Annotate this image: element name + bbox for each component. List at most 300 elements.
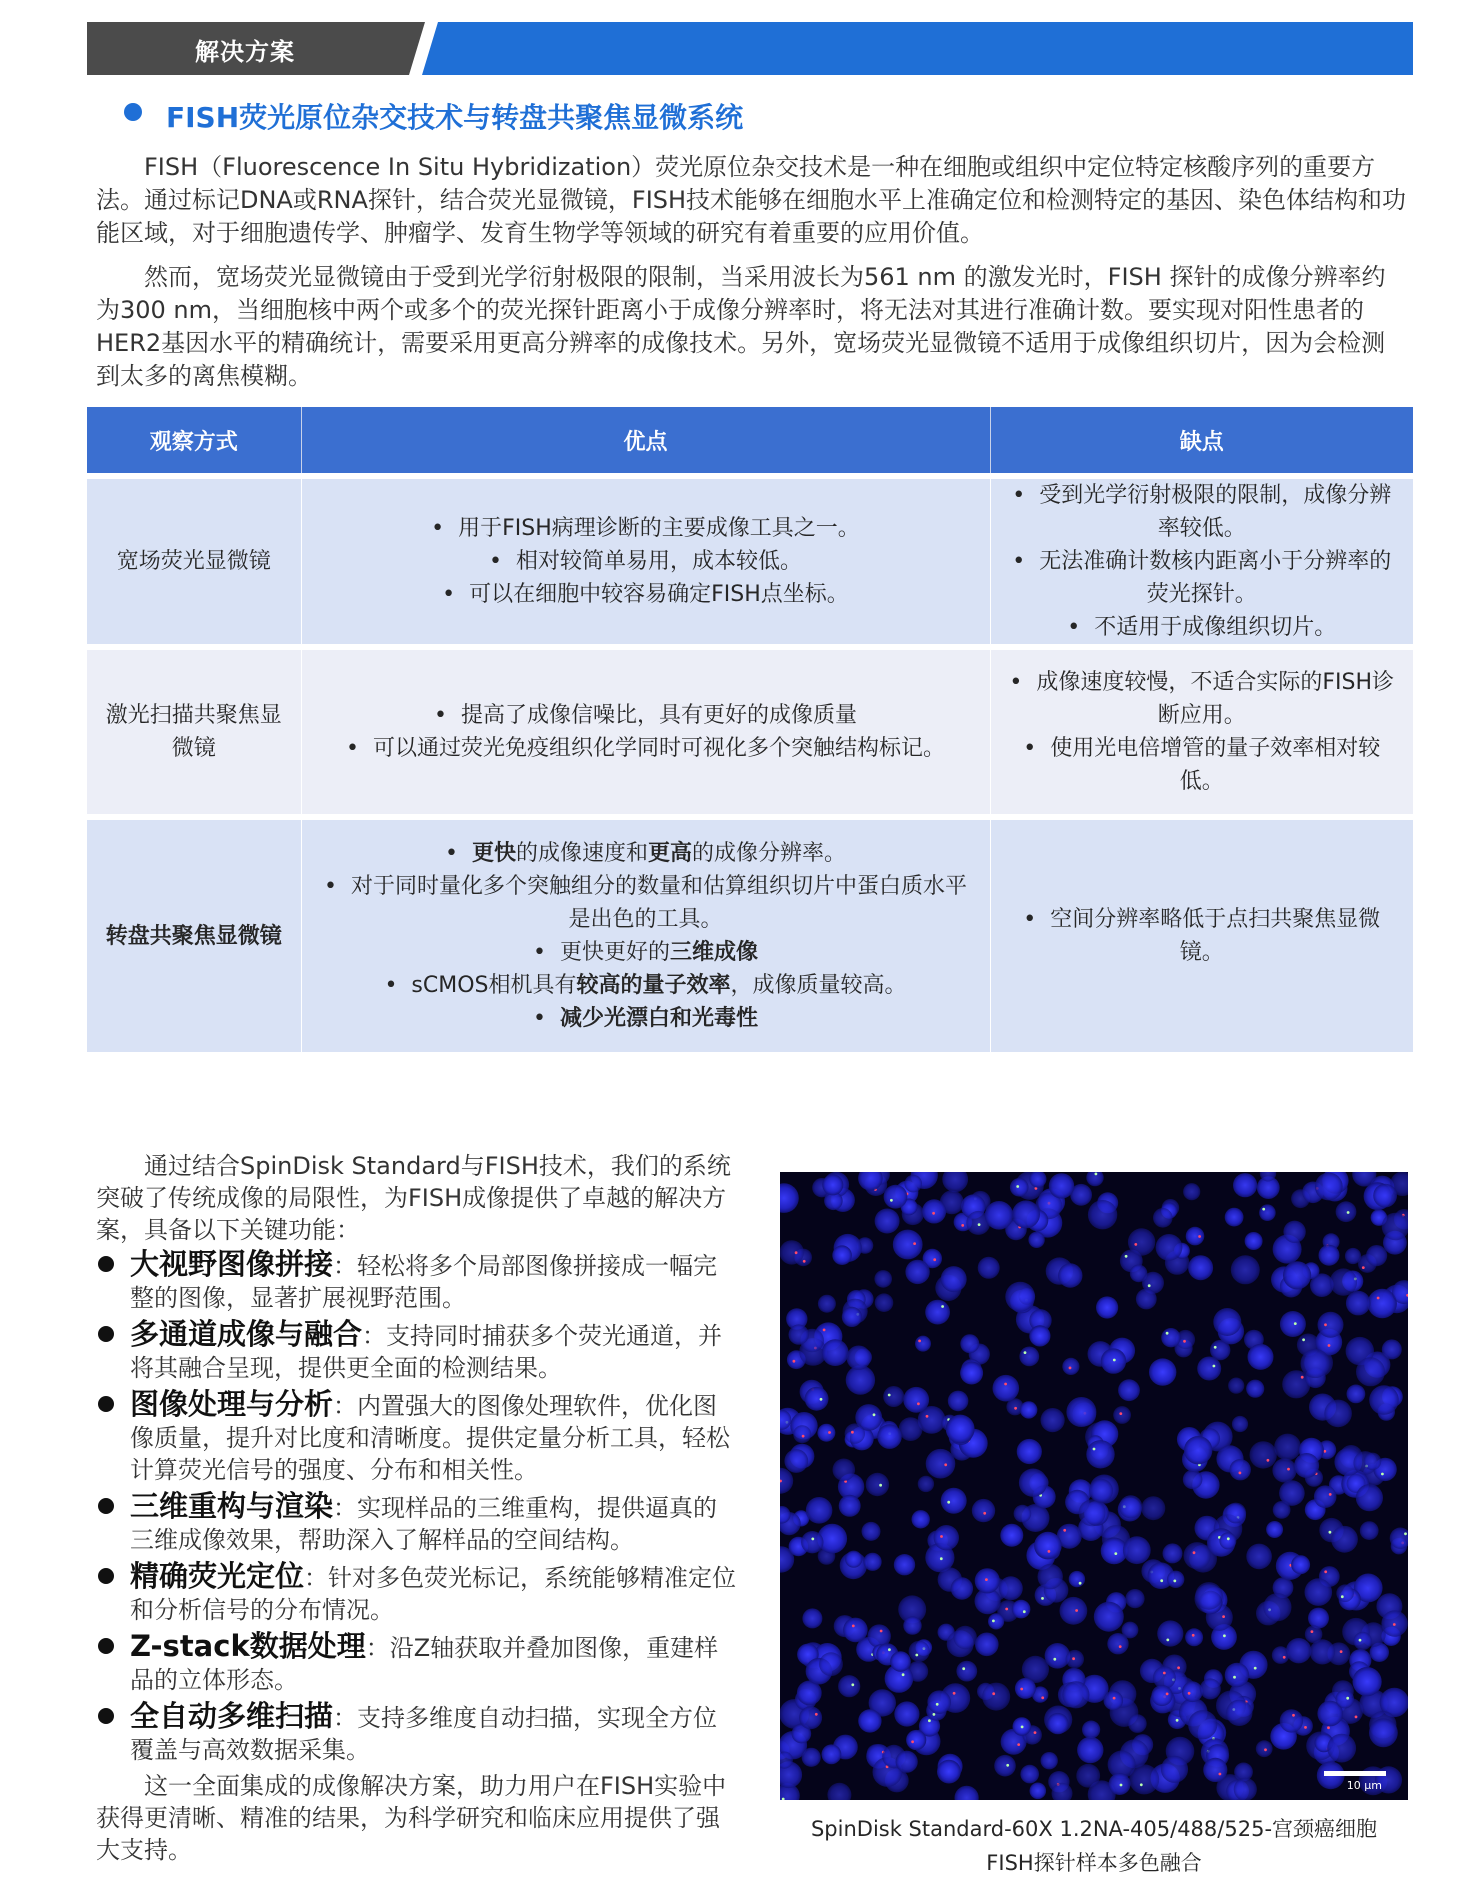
probe-signal <box>911 1740 914 1743</box>
nucleus <box>960 1362 983 1385</box>
probe-signal <box>1377 1297 1380 1300</box>
probe-signal <box>1017 1743 1020 1746</box>
nucleus <box>956 1661 977 1682</box>
nucleus <box>1286 1638 1311 1663</box>
nucleus <box>1305 1578 1333 1606</box>
nucleus <box>1000 1524 1023 1547</box>
comparison-table <box>87 407 1413 1052</box>
nucleus <box>1364 1453 1382 1471</box>
probe-signal <box>1023 1610 1026 1613</box>
probe-signal <box>1227 1537 1230 1540</box>
probe-signal <box>1294 1322 1297 1325</box>
nucleus <box>1041 1408 1065 1432</box>
probe-signal <box>851 1683 854 1686</box>
probe-signal <box>888 1394 891 1397</box>
pros-item: • 可以通过荧光免疫组织化学同时可视化多个突触结构标记。 <box>318 732 974 765</box>
section-header-band <box>87 22 1413 75</box>
nucleus <box>954 1626 977 1649</box>
nucleus <box>1356 1357 1385 1386</box>
probe-signal <box>1125 1255 1128 1258</box>
nucleus <box>1163 1543 1183 1563</box>
probe-signal <box>1173 1580 1176 1583</box>
nucleus <box>1294 1453 1319 1478</box>
probe-signal <box>1222 1615 1225 1618</box>
nucleus <box>780 1240 804 1264</box>
nucleus <box>1354 1632 1372 1650</box>
nucleus <box>904 1175 922 1193</box>
probe-signal <box>1355 1716 1358 1719</box>
nucleus <box>1047 1713 1068 1734</box>
nucleus <box>1259 1204 1276 1221</box>
nucleus <box>1301 1349 1330 1378</box>
feature-item: 精确荧光定位：针对多色荧光标记，系统能够精准定位和分析信号的分布情况。 <box>96 1560 736 1626</box>
probe-signal <box>1024 1351 1027 1354</box>
nucleus <box>1188 1710 1217 1739</box>
nucleus <box>838 1675 860 1697</box>
nucleus <box>1246 1380 1264 1398</box>
probe-signal <box>1327 1726 1330 1729</box>
probe-signal <box>953 1692 956 1695</box>
header-method: 观察方式 <box>87 407 301 476</box>
probe-signal <box>1072 1657 1075 1660</box>
probe-signal <box>873 1413 876 1416</box>
probe-signal <box>1166 1332 1169 1335</box>
cons-cell <box>990 476 1413 647</box>
probe-signal <box>1048 1550 1051 1553</box>
nucleus <box>875 1209 900 1234</box>
nucleus <box>847 1346 871 1370</box>
bullet-icon <box>98 1708 114 1724</box>
probe-signal <box>1193 1551 1196 1554</box>
probe-signal <box>1163 1672 1166 1675</box>
nucleus <box>1382 1213 1408 1241</box>
nucleus <box>994 1755 1016 1777</box>
probe-signal <box>1020 1688 1023 1691</box>
nucleus <box>960 1334 979 1353</box>
probe-signal <box>1362 1266 1365 1269</box>
nucleus <box>799 1706 822 1729</box>
probe-signal <box>1188 1692 1191 1695</box>
probe-signal <box>1329 1493 1332 1496</box>
bullet-icon <box>98 1638 114 1654</box>
probe-signal <box>1393 1623 1396 1626</box>
nucleus <box>822 1744 842 1764</box>
probe-signal <box>1004 1383 1007 1386</box>
nucleus <box>1225 1663 1249 1687</box>
nucleus <box>912 1510 930 1528</box>
nucleus <box>1318 1312 1344 1338</box>
nucleus <box>903 1387 929 1413</box>
probe-signal <box>1005 1608 1008 1611</box>
probe-signal <box>917 1402 920 1405</box>
nucleus <box>1360 1521 1379 1540</box>
nucleus <box>827 1783 851 1800</box>
nucleus <box>1231 1255 1260 1284</box>
nucleus <box>845 1551 862 1568</box>
nucleus <box>1153 1208 1173 1228</box>
probe-signal <box>944 1463 947 1466</box>
nucleus <box>1319 1245 1340 1266</box>
pros-item: • 可以在细胞中较容易确定FISH点坐标。 <box>318 578 974 611</box>
nucleus <box>1167 1571 1184 1588</box>
nucleus <box>1245 1232 1263 1250</box>
nucleus <box>801 1531 823 1553</box>
nucleus <box>1225 1208 1244 1227</box>
probe-signal <box>828 1431 831 1434</box>
nucleus <box>978 1257 1000 1279</box>
nucleus <box>858 1709 881 1732</box>
probe-signal <box>852 1625 855 1628</box>
section-bullet-icon <box>124 103 142 121</box>
nucleus <box>1248 1344 1274 1370</box>
table-header-row <box>87 407 1413 476</box>
pros-item: • 减少光漂白和光毒性 <box>318 1002 974 1035</box>
probe-signal <box>1177 1666 1180 1669</box>
probe-signal <box>1148 1284 1151 1287</box>
probe-signal <box>1134 1243 1137 1246</box>
nucleus <box>896 1751 918 1773</box>
nucleus <box>1157 1620 1183 1646</box>
nucleus <box>1015 1678 1036 1699</box>
nucleus <box>793 1425 811 1443</box>
nucleus <box>862 1522 881 1541</box>
probe-signal <box>947 1501 950 1504</box>
pros-cell <box>301 647 990 817</box>
nucleus <box>1141 1496 1165 1520</box>
probe-signal <box>1329 1531 1332 1534</box>
probe-signal <box>926 1415 929 1418</box>
probe-signal <box>915 1654 918 1657</box>
feature-item: 大视野图像拼接：轻松将多个局部图像拼接成一幅完整的图像，显著扩展视野范围。 <box>96 1248 736 1314</box>
probe-signal <box>1113 1697 1116 1700</box>
nucleus <box>1094 1602 1124 1632</box>
nucleus <box>1161 1756 1188 1783</box>
nucleus <box>955 1786 979 1800</box>
probe-signal <box>1219 1773 1222 1776</box>
nucleus <box>918 1476 934 1492</box>
nucleus <box>1314 1485 1337 1508</box>
nucleus <box>1228 1378 1244 1394</box>
nucleus <box>941 1266 967 1292</box>
nucleus <box>1060 1597 1088 1625</box>
probe-signal <box>1166 1639 1169 1642</box>
probe-signal <box>1075 1609 1078 1612</box>
nucleus <box>1283 1261 1311 1289</box>
probe-signal <box>795 1251 798 1254</box>
feature-item: 图像处理与分析：内置强大的图像处理软件，优化图像质量，提升对比度和清晰度。提供定量分析工具，轻松计算荧光信号的强度、分布和相关性。 <box>96 1388 736 1486</box>
nucleus <box>1030 1783 1047 1800</box>
pros-item: • 提高了成像信噪比，具有更好的成像质量 <box>318 699 974 732</box>
header-accent-bar <box>422 22 1413 75</box>
nucleus <box>884 1185 908 1209</box>
nucleus <box>1082 1721 1100 1739</box>
probe-signal <box>1095 1173 1098 1176</box>
nucleus <box>866 1473 889 1496</box>
probe-signal <box>932 1212 935 1215</box>
nucleus <box>819 1652 843 1676</box>
probe-signal <box>1113 1359 1116 1362</box>
nucleus <box>1280 1709 1303 1732</box>
pros-cell <box>301 817 990 1052</box>
probe-signal <box>1034 1731 1037 1734</box>
nucleus <box>818 1295 836 1313</box>
nucleus <box>845 1423 865 1443</box>
nucleus <box>1246 1544 1272 1570</box>
nucleus <box>993 1375 1020 1402</box>
probe-signal <box>1069 1367 1072 1370</box>
probe-signal <box>1014 1407 1017 1410</box>
nucleus <box>1347 1385 1366 1404</box>
probe-signal <box>1041 1597 1044 1600</box>
nucleus <box>1183 1183 1200 1200</box>
bullet-icon <box>98 1498 114 1514</box>
probe-signal <box>1404 1532 1407 1535</box>
nucleus <box>903 1616 921 1634</box>
nucleus <box>1089 1479 1113 1503</box>
nucleus <box>1250 1441 1277 1468</box>
probe-signal <box>820 1398 823 1401</box>
probe-signal <box>802 1435 805 1438</box>
nucleus <box>874 1270 892 1288</box>
probe-signal <box>1283 1656 1286 1659</box>
probe-signal <box>890 1199 893 1202</box>
nucleus <box>1219 1532 1236 1549</box>
probe-signal <box>1239 1472 1242 1475</box>
nucleus <box>1088 1200 1117 1229</box>
probe-signal <box>1267 1459 1270 1462</box>
probe-signal <box>961 1224 964 1227</box>
cons-item: • 成像速度较慢，不适合实际的FISH诊断应用。 <box>1007 666 1398 732</box>
header-tab-label: 解决方案 <box>195 38 295 66</box>
nucleus <box>1369 1718 1398 1747</box>
probe-signal <box>941 1305 944 1308</box>
nucleus <box>1331 1526 1358 1553</box>
nucleus <box>875 1293 894 1312</box>
caption-line-2: FISH探针样本多色融合 <box>986 1851 1202 1875</box>
probe-signal <box>1262 1208 1265 1211</box>
nucleus <box>1197 1357 1221 1381</box>
nucleus <box>1283 1221 1305 1243</box>
intro-paragraph-1: FISH（Fluorescence In Situ Hybridization）荧光原位杂交技术是一种在细胞或组织中定位特定核酸序列的重要方法。通过标记DNA或RNA探针，结合荧光显微镜，FISH技术能够在细胞水平上准确定位和检测特定的基因、染色体结构和功能区域，对于细胞遗传学、肿瘤学、发育生物学等领域的研究有着重要的应用价值。 <box>96 153 1407 247</box>
nucleus <box>899 1417 923 1441</box>
cons-item: • 无法准确计数核内距离小于分辨率的荧光探针。 <box>1007 545 1398 611</box>
nucleus <box>1109 1773 1131 1795</box>
pros-item: • 用于FISH病理诊断的主要成像工具之一。 <box>318 512 974 545</box>
nucleus <box>975 1568 1000 1593</box>
nucleus <box>926 1449 956 1479</box>
probe-signal <box>940 1557 943 1560</box>
probe-signal <box>992 1620 995 1623</box>
nucleus <box>883 1386 904 1407</box>
probe-signal <box>928 1719 931 1722</box>
intro-paragraph-2: 然而，宽场荧光显微镜由于受到光学衍射极限的限制，当采用波长为561 nm 的激发光时，FISH 探针的成像分辨率约为300 nm，当细胞核中两个或多个的荧光探针距离小于成像分辨率时，将无法对其进行准确计数。要实现对阳性患者的HER2基因水平的精确统计，需要采用更高分辨率的成像技术。另外，宽场荧光显微镜不适用于成像组织切片，因为会检测到太多的离焦模糊。 <box>96 263 1386 390</box>
nucleus <box>1195 1582 1223 1610</box>
method-cell: 激光扫描共聚焦显微镜 <box>87 647 301 817</box>
nucleus <box>1123 1536 1151 1564</box>
nucleus <box>915 1336 931 1352</box>
nucleus <box>937 1760 961 1784</box>
nucleus <box>1200 1678 1221 1699</box>
nucleus <box>1232 1416 1248 1432</box>
bullet-icon <box>98 1396 114 1412</box>
feature-item: Z-stack数据处理：沿Z轴获取并叠加图像，重建样品的立体形态。 <box>96 1630 736 1696</box>
nucleus <box>802 1748 821 1767</box>
cons-item: • 使用光电倍增管的量子效率相对较低。 <box>1007 732 1398 798</box>
nucleus <box>1203 1758 1227 1782</box>
probe-signal <box>1292 1714 1295 1717</box>
cons-cell <box>990 647 1413 817</box>
probe-signal <box>913 1242 916 1245</box>
nucleus <box>1161 1328 1180 1347</box>
method-cell: 转盘共聚焦显微镜 <box>87 817 301 1052</box>
table-row <box>87 647 1413 817</box>
probe-signal <box>1304 1726 1307 1729</box>
nucleus <box>922 1199 946 1223</box>
nucleus <box>1186 1227 1205 1246</box>
feature-list <box>96 1248 736 1766</box>
probe-signal <box>1006 1764 1009 1767</box>
nucleus <box>1012 1200 1040 1228</box>
nucleus <box>925 1300 950 1325</box>
probe-signal <box>1016 1185 1019 1188</box>
probe-signal <box>1093 1448 1096 1451</box>
nucleus <box>1330 1268 1357 1295</box>
probe-signal <box>985 1578 988 1581</box>
table-row <box>87 476 1413 647</box>
nucleus <box>1315 1173 1343 1201</box>
nucleus <box>1079 1499 1106 1526</box>
nucleus <box>784 1449 808 1473</box>
nucleus <box>1184 1542 1211 1569</box>
nucleus <box>1279 1480 1305 1506</box>
nucleus <box>839 1495 861 1517</box>
nucleus <box>1156 1234 1183 1261</box>
nucleus <box>906 1730 926 1750</box>
probe-signal <box>803 1260 806 1263</box>
nucleus <box>1118 1379 1140 1401</box>
nucleus <box>1308 1608 1329 1629</box>
nucleus <box>909 1641 930 1662</box>
nucleus <box>1336 1201 1357 1222</box>
probe-signal <box>1166 1693 1169 1696</box>
nucleus <box>1234 1778 1257 1800</box>
solution-intro: 通过结合SpinDisk Standard与FISH技术，我们的系统突破了传统成像的局限性，为FISH成像提供了卓越的解决方案，具备以下关键功能： <box>96 1152 731 1244</box>
probe-signal <box>902 1673 905 1676</box>
probe-signal <box>1223 1634 1226 1637</box>
probe-signal <box>1324 1323 1327 1326</box>
nucleus <box>1010 1178 1029 1197</box>
probe-signal <box>1328 1344 1331 1347</box>
nucleus <box>972 1499 995 1522</box>
feature-item: 三维重构与渲染：实现样品的三维重构，提供逼真的三维成像效果，帮助深入了解样品的空间结构。 <box>96 1490 736 1556</box>
cons-item: • 受到光学衍射极限的限制，成像分辨率较低。 <box>1007 479 1398 545</box>
nucleus <box>864 1553 882 1571</box>
image-caption <box>780 1812 1408 1880</box>
probe-signal <box>1192 1634 1195 1637</box>
nucleus <box>1151 1685 1172 1706</box>
nucleus <box>780 1183 799 1213</box>
nucleus <box>805 1387 829 1411</box>
probe-signal <box>983 1512 986 1515</box>
nucleus <box>1336 1584 1354 1602</box>
nucleus <box>1017 1439 1042 1464</box>
nucleus <box>1113 1406 1131 1424</box>
nucleus <box>1226 1700 1252 1726</box>
cons-item: • 不适用于成像组织切片。 <box>1007 611 1398 644</box>
nucleus <box>1369 1385 1399 1415</box>
nucleus <box>982 1683 1010 1711</box>
nucleus <box>1373 1184 1397 1208</box>
probe-signal <box>879 1484 882 1487</box>
pros-item: • 更快的成像速度和更高的成像分辨率。 <box>318 837 974 870</box>
nucleus <box>1128 1228 1155 1255</box>
nucleus <box>999 1576 1023 1600</box>
nucleus <box>1324 1400 1352 1428</box>
nucleus <box>1034 1532 1062 1560</box>
probe-signal <box>1341 1595 1344 1598</box>
nucleus <box>1263 1593 1291 1621</box>
probe-signal <box>793 1360 796 1363</box>
nucleus <box>832 1245 852 1265</box>
nucleus <box>1182 1681 1203 1702</box>
probe-signal <box>1041 1696 1044 1699</box>
nucleus <box>1096 1296 1118 1318</box>
nucleus <box>1069 1571 1085 1587</box>
nucleus <box>894 1554 915 1575</box>
nucleus <box>789 1324 809 1344</box>
probe-signal <box>933 1713 936 1716</box>
nucleus <box>1029 1325 1050 1346</box>
nucleus <box>905 1260 929 1284</box>
nucleus <box>988 1613 1004 1629</box>
probe-signal <box>1214 1346 1217 1349</box>
nucleus <box>951 1577 973 1599</box>
fish-micrograph-image <box>780 1172 1408 1800</box>
nucleus <box>1128 1714 1147 1733</box>
nucleus <box>806 1497 833 1524</box>
nucleus <box>1019 1347 1039 1367</box>
scale-bar-label: 10 μm <box>1346 1779 1382 1792</box>
probe-signal <box>888 1648 891 1651</box>
probe-signal <box>1053 1658 1056 1661</box>
probe-signal <box>1302 1338 1305 1341</box>
nucleus <box>1185 1628 1203 1646</box>
nucleus <box>1077 1737 1103 1763</box>
probe-signal <box>940 1535 943 1538</box>
probe-signal <box>1120 1784 1123 1787</box>
nucleus <box>802 1608 822 1628</box>
nucleus <box>1184 1436 1212 1464</box>
nucleus <box>822 1339 849 1366</box>
scale-bar <box>1324 1771 1386 1776</box>
feature-item: 全自动多维扫描：支持多维度自动扫描，实现全方位覆盖与高效数据采集。 <box>96 1700 736 1766</box>
pros-cell <box>301 476 990 647</box>
probe-signal <box>823 1329 826 1332</box>
nucleus <box>942 1172 968 1192</box>
cons-cell <box>990 817 1413 1052</box>
nucleus <box>1353 1667 1382 1696</box>
caption-line-1: SpinDisk Standard-60X 1.2NA-405/488/525-宫颈癌细胞 <box>810 1817 1378 1841</box>
nucleus <box>1119 1495 1142 1518</box>
nucleus <box>975 1633 999 1657</box>
probe-signal <box>933 1258 936 1261</box>
nucleus <box>842 1307 862 1327</box>
nucleus <box>1005 1282 1035 1312</box>
probe-signal <box>811 1538 814 1541</box>
nucleus <box>948 1391 969 1412</box>
section-title: FISH荧光原位杂交技术与转盘共聚焦显微系统 <box>166 101 744 134</box>
header-pros: 优点 <box>301 407 990 476</box>
